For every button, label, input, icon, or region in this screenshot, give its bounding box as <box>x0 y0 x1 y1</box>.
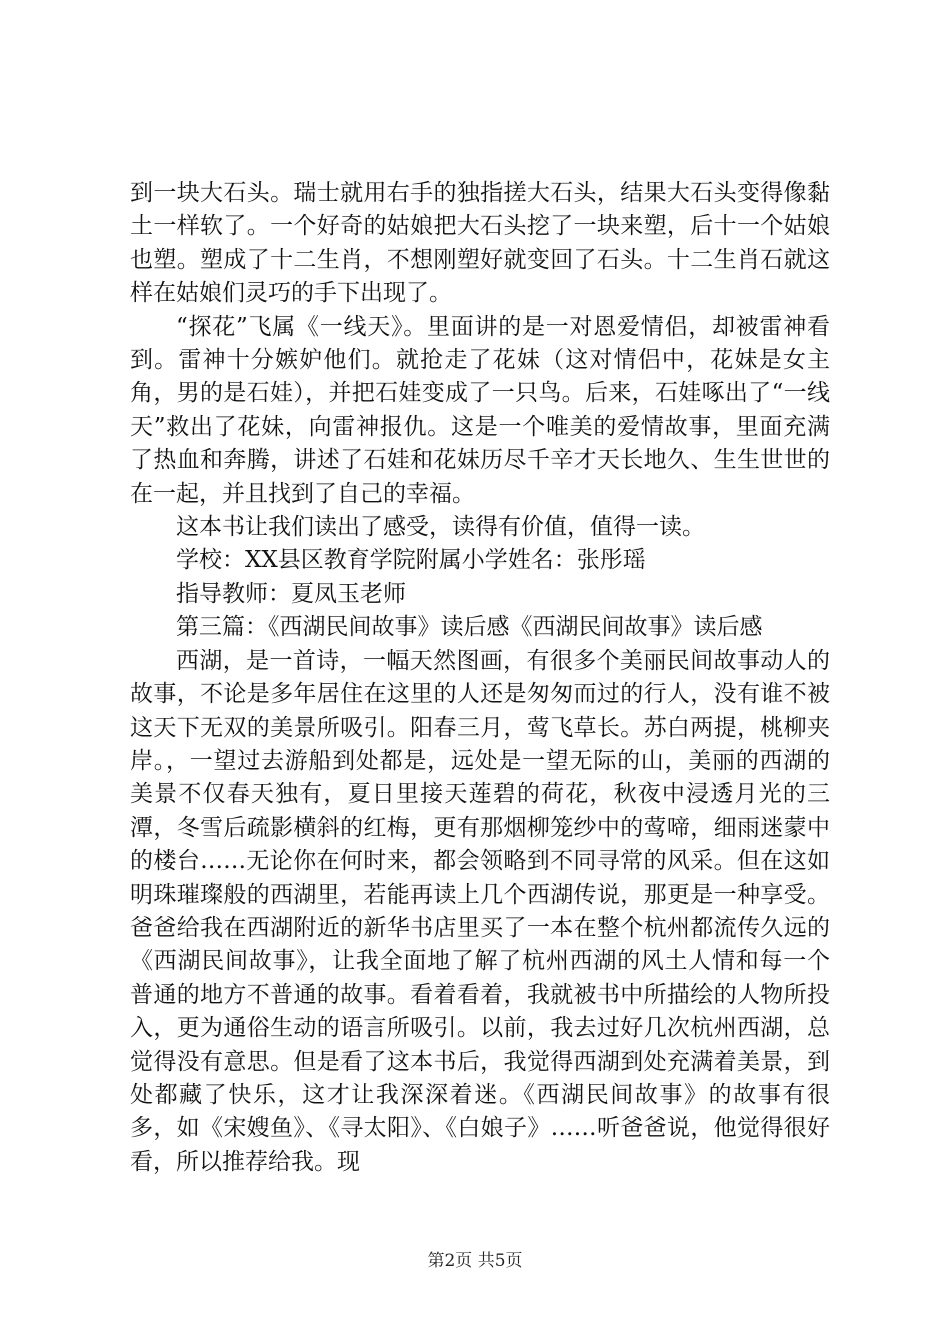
paragraph-yixiantian: “探花”飞属《一线天》。里面讲的是一对恩爱情侣，却被雷神看到。雷神十分嫉妒他们。就抢走了花妹（这对情侣中，花妹是女主角，男的是石娃），并把石娃变成了一只鸟。后来，石娃啄出了“一线天”救出了花妹，向雷神报仇。这是一个唯美的爱情故事，里面充满了热血和奔腾，讲述了石娃和花妹历尽千辛才天长地久、生生世世的在一起，并且找到了自己的幸福。 <box>130 313 830 507</box>
author-school-line: 学校：XX县区教育学院附属小学姓名：张彤瑶 <box>176 547 646 574</box>
paragraph-conclusion: 这本书让我们读出了感受，读得有价值，值得一读。 <box>176 514 705 541</box>
page-footer: 第2页 共5页 <box>427 1251 523 1271</box>
section-title: 第三篇：《西湖民间故事》读后感《西湖民间故事》读后感 <box>176 614 763 641</box>
paragraph-zodiac-stone: 到一块大石头。瑞士就用右手的独指搓大石头，结果大石头变得像黏土一样软了。一个好奇的姑娘把大石头挖了一块来塑，后十一个姑娘也塑。塑成了十二生肖，不想刚塑好就变回了石头。十二生肖石就这样在姑娘们灵巧的手下出现了。 <box>130 180 830 307</box>
paragraph-west-lake: 西湖，是一首诗，一幅天然图画，有很多个美丽民间故事动人的故事，不论是多年居住在这里的人还是匆匆而过的行人，没有谁不被这天下无双的美景所吸引。阳春三月，莺飞草长。苏白两提，桃柳夹岸。，一望过去游船到处都是，远处是一望无际的山，美丽的西湖的美景不仅春天独有，夏日里接天莲碧的荷花，秋夜中浸透月光的三潭，冬雪后疏影横斜的红梅，更有那烟柳笼纱中的莺啼，细雨迷蒙中的楼台……无论你在何时来，都会领略到不同寻常的风采。但在这如明珠璀璨般的西湖里，若能再读上几个西湖传说，那更是一种享受。爸爸给我在西湖附近的新华书店里买了一本在整个杭州都流传久远的《西湖民间故事》，让我全面地了解了杭州西湖的风土人情和每一个普通的地方不普通的故事。看着看着，我就被书中所描绘的人物所投入，更为通俗生动的语言所吸引。以前，我去过好几次杭州西湖，总觉得没有意思。但是看了这本书后，我觉得西湖到处充满着美景，到处都藏了快乐，这才让我深深着迷。《西湖民间故事》的故事有很多，如《宋嫂鱼》、《寻太阳》、《白娘子》……听爸爸说，他觉得很好看，所以推荐给我。现 <box>130 647 830 1175</box>
document-body <box>130 177 830 1179</box>
teacher-line: 指导教师：夏凤玉老师 <box>176 580 406 607</box>
